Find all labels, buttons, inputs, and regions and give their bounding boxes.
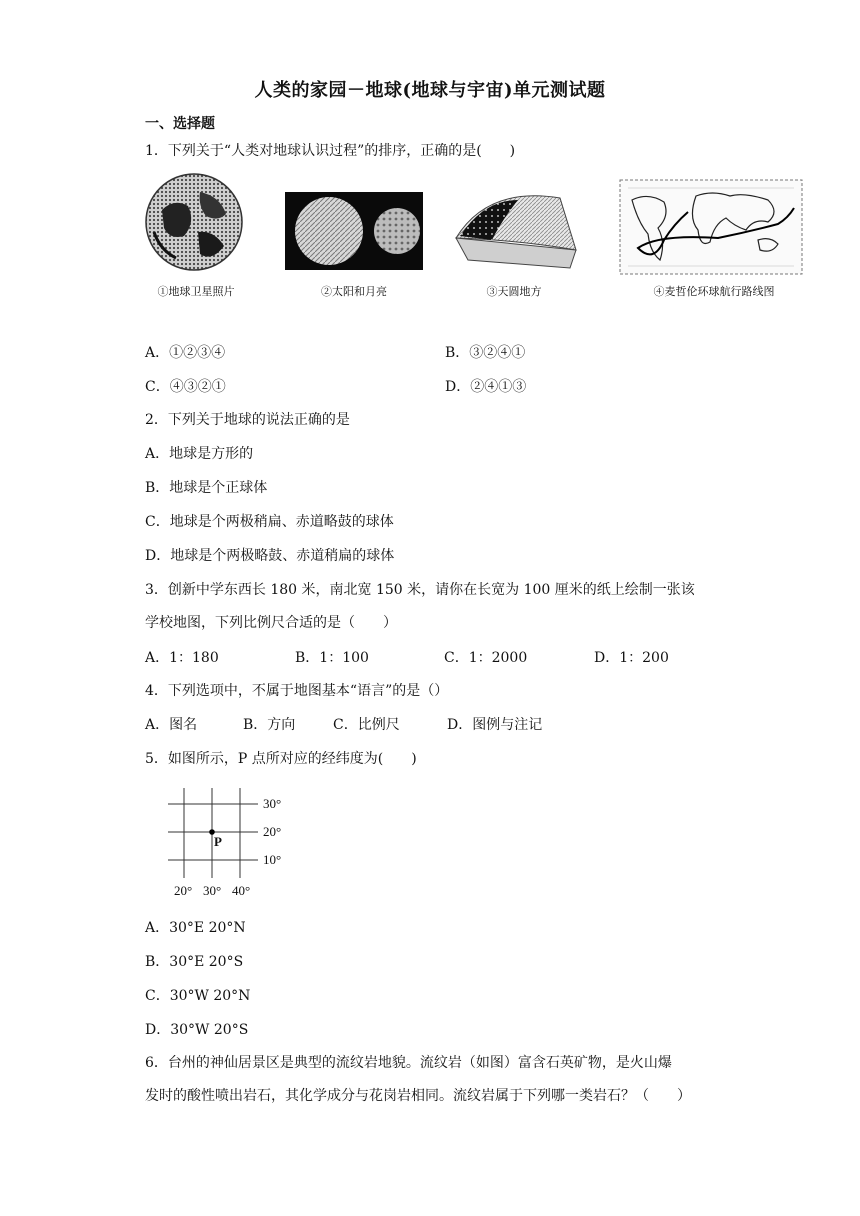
lat-lon-grid-lines <box>160 786 260 886</box>
lat-label-20: 20° <box>263 824 282 839</box>
page-title: 人类的家园－地球(地球与宇宙)单元测试题 <box>254 80 606 101</box>
lat-label-30: 30° <box>263 796 282 811</box>
round-sky-square-earth-image <box>448 190 580 276</box>
figure-2-caption: ②太阳和月亮 <box>321 285 387 298</box>
question-3-option-c[interactable]: C．1：2000 <box>444 650 528 666</box>
question-2-option-a[interactable]: A．地球是方形的 <box>145 446 254 462</box>
question-3-option-a[interactable]: A．1：180 <box>145 650 219 666</box>
question-3-text-line-1: 3．创新中学东西长 180 米，南北宽 150 米，请你在长宽为 100 厘米的纸上绘制一张该 <box>145 582 695 598</box>
figure-4-caption: ④麦哲伦环球航行路线图 <box>653 285 775 298</box>
point-p-label: P <box>214 834 222 849</box>
question-4-text: 4．下列选项中，不属于地图基本“语言”的是（） <box>145 683 449 699</box>
question-4-option-b[interactable]: B．方向 <box>243 717 296 733</box>
question-1-option-c[interactable]: C．④③②① <box>145 379 226 395</box>
question-2-option-b[interactable]: B．地球是个正球体 <box>145 480 268 496</box>
question-3-text-line-2: 学校地图，下列比例尺合适的是（ ） <box>145 615 397 631</box>
question-6-text-line-2: 发时的酸性喷出岩石，其化学成分与花岗岩相同。流纹岩属于下列哪一类岩石？（ ） <box>145 1088 691 1104</box>
question-5-option-c[interactable]: C．30°W 20°N <box>145 988 251 1004</box>
magellan-route-map-image <box>618 178 804 276</box>
question-1-option-b[interactable]: B．③②④① <box>445 345 526 361</box>
question-1-text: 1．下列关于“人类对地球认识过程”的排序，正确的是( ) <box>145 143 516 159</box>
question-5-option-b[interactable]: B．30°E 20°S <box>145 954 244 970</box>
question-3-option-d[interactable]: D．1：200 <box>594 650 669 666</box>
question-4-option-d[interactable]: D．图例与注记 <box>447 717 543 733</box>
question-4-option-a[interactable]: A．图名 <box>145 717 198 733</box>
sun-and-moon-image <box>285 192 423 270</box>
question-1-option-d[interactable]: D．②④①③ <box>445 379 527 395</box>
question-5-option-a[interactable]: A．30°E 20°N <box>145 920 246 936</box>
question-2-option-c[interactable]: C．地球是个两极稍扁、赤道略鼓的球体 <box>145 514 394 530</box>
question-4-option-c[interactable]: C．比例尺 <box>333 717 400 733</box>
earth-satellite-photo-image <box>140 170 250 275</box>
question-5-text: 5．如图所示，P 点所对应的经纬度为( ) <box>145 751 417 767</box>
question-5-option-d[interactable]: D．30°W 20°S <box>145 1022 249 1038</box>
question-2-option-d[interactable]: D．地球是个两极略鼓、赤道稍扁的球体 <box>145 548 395 564</box>
figure-3-caption: ③天圆地方 <box>486 285 542 298</box>
figure-1-caption: ①地球卫星照片 <box>157 285 235 298</box>
question-6-text-line-1: 6．台州的神仙居景区是典型的流纹岩地貌。流纹岩（如图）富含石英矿物，是火山爆 <box>145 1055 672 1071</box>
section-heading: 一、选择题 <box>145 116 215 132</box>
question-2-text: 2．下列关于地球的说法正确的是 <box>145 412 350 428</box>
lon-label-40: 40° <box>232 883 251 898</box>
question-3-option-b[interactable]: B．1：100 <box>295 650 369 666</box>
lon-label-30: 30° <box>203 883 222 898</box>
lon-label-20: 20° <box>174 883 193 898</box>
question-1-option-a[interactable]: A．①②③④ <box>145 345 226 361</box>
lat-label-10: 10° <box>263 852 282 867</box>
